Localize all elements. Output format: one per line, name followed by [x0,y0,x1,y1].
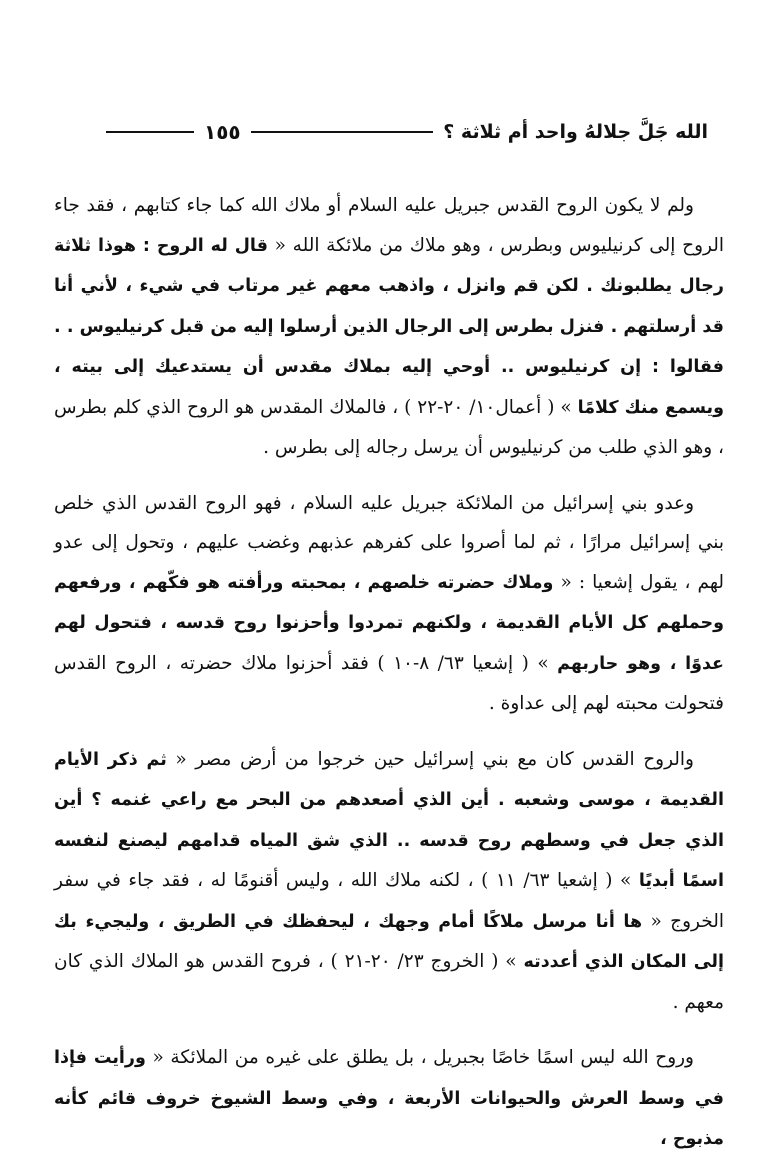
running-title: الله جَلَّ جلالهُ واحد أم ثلاثة ؟ [443,121,708,143]
scripture-quote: وملاك حضرته خلصهم ، بمحبته ورأفته هو فكّهم ، ورفعهم وحملهم كل الأيام القديمة ، ولكنهم تمردوا وأحزنوا روح قدسه ، فتحول لهم عدوًا ، وهو حاربهم [54,572,725,674]
scripture-quote: ثم ذكر الأيام القديمة ، موسى وشعبه . أين الذي أصعدهم من البحر مع راعي غنمه ؟ أين الذي جعل في وسطهم روح قدسه .. الذي شق المياه قدامهم ليصنع لنفسه اسمًا أبديًا [54,749,724,891]
scripture-quote: قال له الروح : هوذا ثلاثة رجال يطلبونك . لكن قم وانزل ، واذهب معهم غير مرتاب في شيء ، لأني أنا قد أرسلتهم . فنزل بطرس إلى الرجال الذين أرسلوا إليه من قبل كرنيليوس . . فقالوا : إن كرنيليوس .. أوحي إليه بملاك مقدس أن يستدعيك إلى بيته ، ويسمع منك كلامًا [54,235,724,418]
paragraph-text: » ( إشعيا ٦٣/ ١١ ) ، لكنه ملاك الله ، وليس أقنومًا له ، فقد جاء في سفر الخروج « [54,870,724,932]
paragraph-text: » ( الخروج ٢٣/ ٢٠-٢١ ) ، فروح القدس هو الملاك الذي كان معهم . [54,951,724,1013]
paragraph [54,484,724,724]
paragraph-text: وروح الله ليس اسمًا خاصًا بجبريل ، بل يطلق على غيره من الملائكة « [145,1047,694,1068]
page-number: ١٥٥ [204,120,241,144]
scripture-quote: ها أنا مرسل ملاكًا أمام وجهك ، ليحفظك في الطريق ، وليجيء بك إلى المكان الذي أعددته [54,911,724,972]
paragraph [54,1038,724,1160]
paragraph [54,740,724,1023]
running-header [96,112,708,152]
paragraph-text: والروح القدس كان مع بني إسرائيل حين خرجوا من أرض مصر « [166,748,694,770]
paragraph-text: » ( إشعيا ٦٣/ ٨-١٠ ) فقد أحزنوا ملاك حضرته ، الروح القدس فتحولت محبته لهم إلى عداوة . [54,652,724,714]
paragraph-text: » ( أعمال١٠/ ٢٠-٢٢ ) ، فالملاك المقدس هو الروح الذي كلم بطرس ، وهو الذي طلب من كرنيليوس أن يرسل رجاله إلى بطرس . [54,396,724,458]
header-rule-long [251,131,434,133]
paragraph-text: وعدو بني إسرائيل من الملائكة جبريل عليه السلام ، فهو الروح القدس الذي خلص بني إسرائيل مرارًا ، ثم لما أصروا على كفرهم عذبهم وغضب عليهم ، وتحول إلى عدو لهم ، يقول إشعيا : « [54,492,725,593]
scripture-quote: ورأيت فإذا في وسط العرش والحيوانات الأربعة ، وفي وسط الشيوخ خروف قائم كأنه مذبوح ، [54,1048,724,1149]
paragraph-text: ولم لا يكون الروح القدس جبريل عليه السلام أو ملاك الله كما جاء كتابهم ، فقد جاء الروح إلى كرنيليوس وبطرس ، وهو ملاك من ملائكة الله « [54,195,724,256]
paragraph [54,186,724,468]
header-rule-short [106,131,194,133]
body-text [54,186,724,1160]
